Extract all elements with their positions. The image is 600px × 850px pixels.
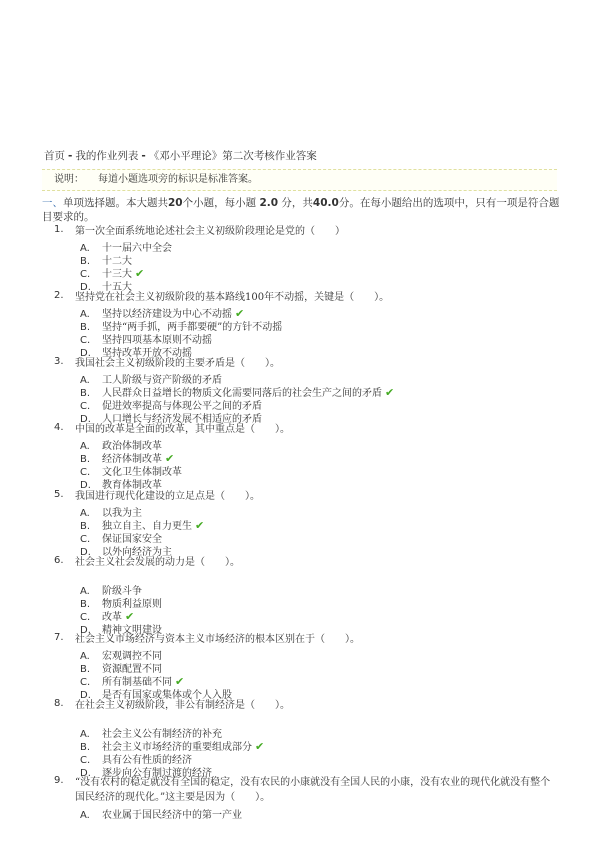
breadcrumb-separator: - [68,150,73,162]
instructions-note [42,169,557,191]
option-letter: C. [80,401,91,412]
question-text: 坚持党在社会主义初级阶段的基本路线100年不动摇，关键是（ ）。 [75,292,390,303]
note-text: 每道小题选项旁的标识是标准答案。 [98,174,258,185]
question-number: 5. [54,489,64,500]
question-number: 4. [54,422,64,433]
option-text: 文化卫生体制改革 [102,467,182,478]
question-text: 第一次全面系统地论述社会主义初级阶段理论是党的（ ） [75,226,345,237]
option-text: 坚持改革开放不动摇 [102,348,192,359]
option-letter: B. [80,599,91,610]
option-letter: C. [80,677,91,688]
section-text-4: 分。在每小题给出的选项中，只有一项是符合题目要求的。 [42,197,560,223]
note-label: 说明： [54,174,84,185]
option-text: 政治体制改革 [102,441,162,452]
option-text: 具有公有性质的经济 [102,755,192,766]
option-letter: A. [80,729,90,740]
question-text: 我国进行现代化建设的立足点是（ ）。 [75,491,260,502]
checkmark-icon: ✔ [165,452,175,465]
points-total: 40.0 [312,197,339,209]
option-letter: B. [80,454,91,465]
option-letter: D. [80,348,91,359]
option-letter: D. [80,282,91,293]
section-text-1: 单项选择题。本大题共 [63,197,168,209]
option-text: 所有制基础不同 [102,677,172,688]
option-letter: B. [80,742,91,753]
breadcrumb-list-link[interactable]: 我的作业列表 [75,150,139,162]
question-number: 9. [54,775,64,786]
option-letter: C. [80,335,91,346]
option-text: 改革 [102,612,122,623]
option-text: 以我为主 [102,508,142,519]
breadcrumb-home-link[interactable]: 首页 [44,150,65,162]
breadcrumb-current: 《邓小平理论》第二次考核作业答案 [148,150,317,162]
option-text: 社会主义市场经济的重要组成部分 [102,742,252,753]
option-letter: C. [80,612,91,623]
option-letter: B. [80,256,91,267]
option-text: 十一届六中全会 [102,243,172,254]
option-text: 精神文明建设 [102,625,162,636]
option-text: 坚持以经济建设为中心不动摇 [102,309,232,320]
option-text: 独立自主、自力更生 [102,521,192,532]
option-text: 是否有国家或集体或个人入股 [102,690,232,701]
checkmark-icon: ✔ [235,307,245,320]
option-letter: A. [80,243,90,254]
question-number: 6. [54,555,64,566]
option-letter: A. [80,441,90,452]
option-letter: D. [80,414,91,425]
option-text: 逐步向公有制过渡的经济 [102,768,212,779]
question-number: 7. [54,632,64,643]
option-text: 十三大 [102,269,132,280]
option-text: 十二大 [102,256,132,267]
option-letter: D. [80,768,91,779]
question-text: 社会主义市场经济与资本主义市场经济的根本区别在于（ ）。 [75,634,360,645]
option-text: 宏观调控不同 [102,651,162,662]
question-text: 我国社会主义初级阶段的主要矛盾是（ ）。 [75,358,280,369]
answer-option [80,806,242,821]
option-text: 坚持“两手抓，两手都要硬”的方针不动摇 [102,322,283,333]
section-heading [42,196,562,224]
option-text: 资源配置不同 [102,664,162,675]
option-text: 阶级斗争 [102,586,142,597]
question-number: 3. [54,356,64,367]
option-text: 教育体制改革 [102,480,162,491]
question-number: 8. [54,698,64,709]
section-text-3: 分，共 [278,197,313,209]
checkmark-icon: ✔ [135,267,145,280]
checkmark-icon: ✔ [125,610,135,623]
checkmark-icon: ✔ [255,740,265,753]
option-text: 以外向经济为主 [102,547,172,558]
option-letter: C. [80,269,91,280]
question-text: 中国的改革是全面的改革，其中重点是（ ）。 [75,424,290,435]
question-number: 1. [54,224,64,235]
points-each: 2.0 [259,197,279,209]
option-text: 十五大 [102,282,132,293]
option-letter: A. [80,586,90,597]
option-text: 促进效率提高与体现公平之间的矛盾 [102,401,262,412]
checkmark-icon: ✔ [385,386,395,399]
option-letter: A. [80,810,90,821]
option-letter: B. [80,388,91,399]
option-letter: C. [80,467,91,478]
question-count: 20 [168,197,183,209]
option-letter: D. [80,547,91,558]
section-number: 一、 [42,197,63,209]
question-text: “没有农村的稳定就没有全国的稳定，没有农民的小康就没有全国人民的小康，没有农业的现代化就没有整个国民经济的现代化。”这主要是因为（ ）。 [75,777,551,803]
option-letter: D. [80,690,91,701]
option-letter: A. [80,508,90,519]
option-text: 社会主义公有制经济的补充 [102,729,222,740]
option-text: 物质利益原则 [102,599,162,610]
option-text: 人口增长与经济发展不相适应的矛盾 [102,414,262,425]
option-text: 保证国家安全 [102,534,162,545]
option-text: 工人阶级与资产阶级的矛盾 [102,375,222,386]
option-text: 经济体制改革 [102,454,162,465]
option-text: 人民群众日益增长的物质文化需要同落后的社会生产之间的矛盾 [102,388,382,399]
option-letter: B. [80,521,91,532]
option-letter: B. [80,322,91,333]
option-letter: D. [80,480,91,491]
option-letter: A. [80,309,90,320]
option-letter: C. [80,534,91,545]
option-letter: A. [80,375,90,386]
breadcrumb-separator: - [141,150,146,162]
option-letter: C. [80,755,91,766]
question-number: 2. [54,290,64,301]
question-text: 在社会主义初级阶段，非公有制经济是（ ）。 [75,700,290,711]
option-letter: B. [80,664,91,675]
section-text-2: 个小题，每小题 [182,197,260,209]
checkmark-icon: ✔ [195,519,205,532]
option-letter: D. [80,625,91,636]
breadcrumb [44,148,317,163]
question-text: 社会主义社会发展的动力是（ ）。 [75,557,240,568]
option-text: 坚持四项基本原则不动摇 [102,335,212,346]
option-letter: A. [80,651,90,662]
checkmark-icon: ✔ [175,675,185,688]
option-text: 农业属于国民经济中的第一产业 [102,810,242,821]
